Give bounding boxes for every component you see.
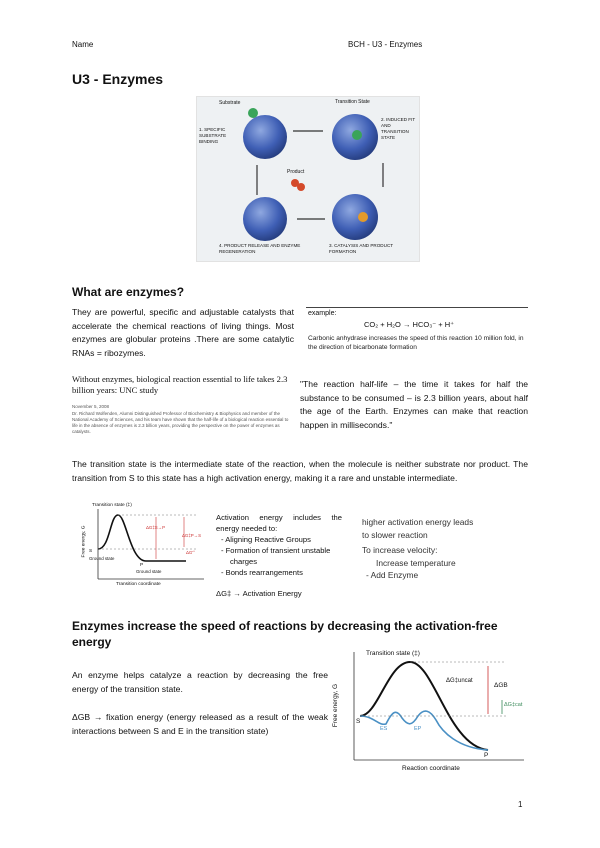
example-note: Carbonic anhydrase increases the speed of this reaction 10 million fold, in the direction of bicarbonate formation (308, 335, 524, 351)
example-label: example: (308, 310, 337, 317)
step1-label: 1. SPECIFIC SUBSTRATE BINDING (199, 127, 227, 144)
graph2-ep-label: EP (414, 726, 422, 732)
example-equation: CO₂ + H₂O → HCO₃⁻ + H⁺ (364, 320, 455, 329)
example-box (306, 307, 528, 356)
graph2-s-label: S (356, 718, 361, 725)
graph2-p-label: P (484, 752, 489, 759)
fixation-energy-paragraph: ΔGB → fixation energy (energy released as a result of the weak interactions between S and E in the transition state) (72, 712, 328, 736)
graph1-ylabel: Free energy, G (81, 525, 87, 558)
news-headline: Without enzymes, biological reaction essential to life takes 2.3 billion years: UNC study (72, 374, 288, 395)
graph2-ylabel: Free energy, G (332, 683, 340, 728)
enzyme-1 (243, 115, 287, 159)
note-line: Add Enzyme (370, 570, 419, 580)
step2-label: 2. INDUCED FIT AND TRANSITION STATE (381, 117, 416, 140)
step4-label: 4. PRODUCT RELEASE AND ENZYME REGENERATION (219, 243, 301, 254)
section2-heading: Enzymes increase the speed of reactions by decreasing the activation-free energy (72, 619, 498, 649)
graph1-p-label: P (140, 563, 144, 568)
graph1-dg3: ΔG'° (186, 550, 195, 555)
graph2-dg-cat: ΔG‡cat (504, 702, 523, 708)
graph2-top-label: Transition state (‡) (366, 650, 420, 657)
activation-intro: Activation energy includes the energy needed to: (216, 513, 342, 533)
page-number: 1 (518, 800, 523, 809)
enzyme-3 (332, 194, 378, 240)
enzyme-4 (243, 197, 287, 241)
graph1-ground2: Ground state (136, 569, 162, 574)
graph1-s-label: S (89, 549, 93, 554)
transition-state-paragraph: The transition state is the intermediate state of the reaction, when the molecule is neither substrate nor product. The transition from S to this state has a high activation energy, making it a rare and unstable intermediate. (72, 459, 528, 483)
note-line: higher activation energy leads (362, 517, 474, 527)
enzyme-cycle-figure (196, 96, 420, 262)
news-clip (72, 374, 294, 450)
energy-curve-1 (86, 503, 206, 589)
activation-energy-graph (81, 503, 206, 589)
activation-footer: ΔG‡ → Activation Energy (216, 589, 302, 598)
transition-state-label: Transition State (335, 99, 370, 105)
enzyme-catalysis-paragraph: An enzyme helps catalyze a reaction by decreasing the free energy of the transition state. (72, 670, 328, 694)
product-label: Product (287, 169, 305, 175)
note-line: to slower reaction (362, 529, 428, 540)
note-line: To increase velocity: (362, 545, 438, 555)
enzymes-definition: They are powerful, specific and adjustable catalysts that accelerate the chemical reactions of living things. Most enzymes are globular proteins .There are some catalytic RNAs = ribozymes. (72, 307, 294, 358)
graph2-xlabel: Reaction coordinate (402, 765, 460, 772)
news-date: November 5, 2008 (72, 404, 110, 409)
substrate-label: Substrate (219, 100, 241, 106)
graph1-dg1: ΔG‡S→P (146, 525, 166, 530)
news-body: Dr. Richard Wolfenden, Alumni Distinguished Professor of Biochemistry & Biophysics and member of the National Academy of Sciences, and his team have shown that the half-life of a biological reaction essential to life in the absence of enzymes is 2.3 billion years, providing the perspective on the power of enzymes as catalysts. (72, 411, 289, 434)
note-line: Increase temperature (376, 557, 456, 568)
velocity-note: higher activation energy leads to slower reaction To increase velocity: Increase temperature - Add Enzyme (362, 516, 512, 582)
graph1-ground1: Ground state (89, 556, 115, 561)
step3-label: 3. CATALYSIS AND PRODUCT FORMATION (329, 243, 393, 254)
graph1-xlabel: Transition coordinate (116, 582, 161, 587)
catalysis-energy-graph (332, 646, 528, 776)
activation-energy-box (216, 512, 342, 599)
energy-curve-2 (338, 646, 528, 776)
graph1-dg2: ΔG‡P→S (182, 533, 202, 538)
activation-item: - Bonds rearrangements (230, 567, 342, 578)
substrate-mark (248, 108, 258, 118)
course-label: BCH - U3 - Enzymes (348, 40, 423, 49)
page-title: U3 - Enzymes (72, 71, 164, 87)
graph2-dg-uncat: ΔG‡uncat (446, 678, 473, 684)
graph2-dg-b: ΔGB (494, 682, 508, 689)
name-label: Name (72, 40, 94, 49)
graph1-top-label: Transition state (‡) (92, 503, 132, 508)
graph2-es-label: ES (380, 726, 388, 732)
half-life-quote: "The reaction half-life – the time it takes for half the substance to be consumed – is 2.3 billion years, about half the age of the Earth. Enzymes can make that reaction happen in milliseconds." (300, 379, 528, 430)
activation-item: - Formation of transient unstable charges (230, 545, 342, 567)
section1-heading: What are enzymes? (72, 285, 185, 299)
activation-item: - Aligning Reactive Groups (230, 534, 342, 545)
